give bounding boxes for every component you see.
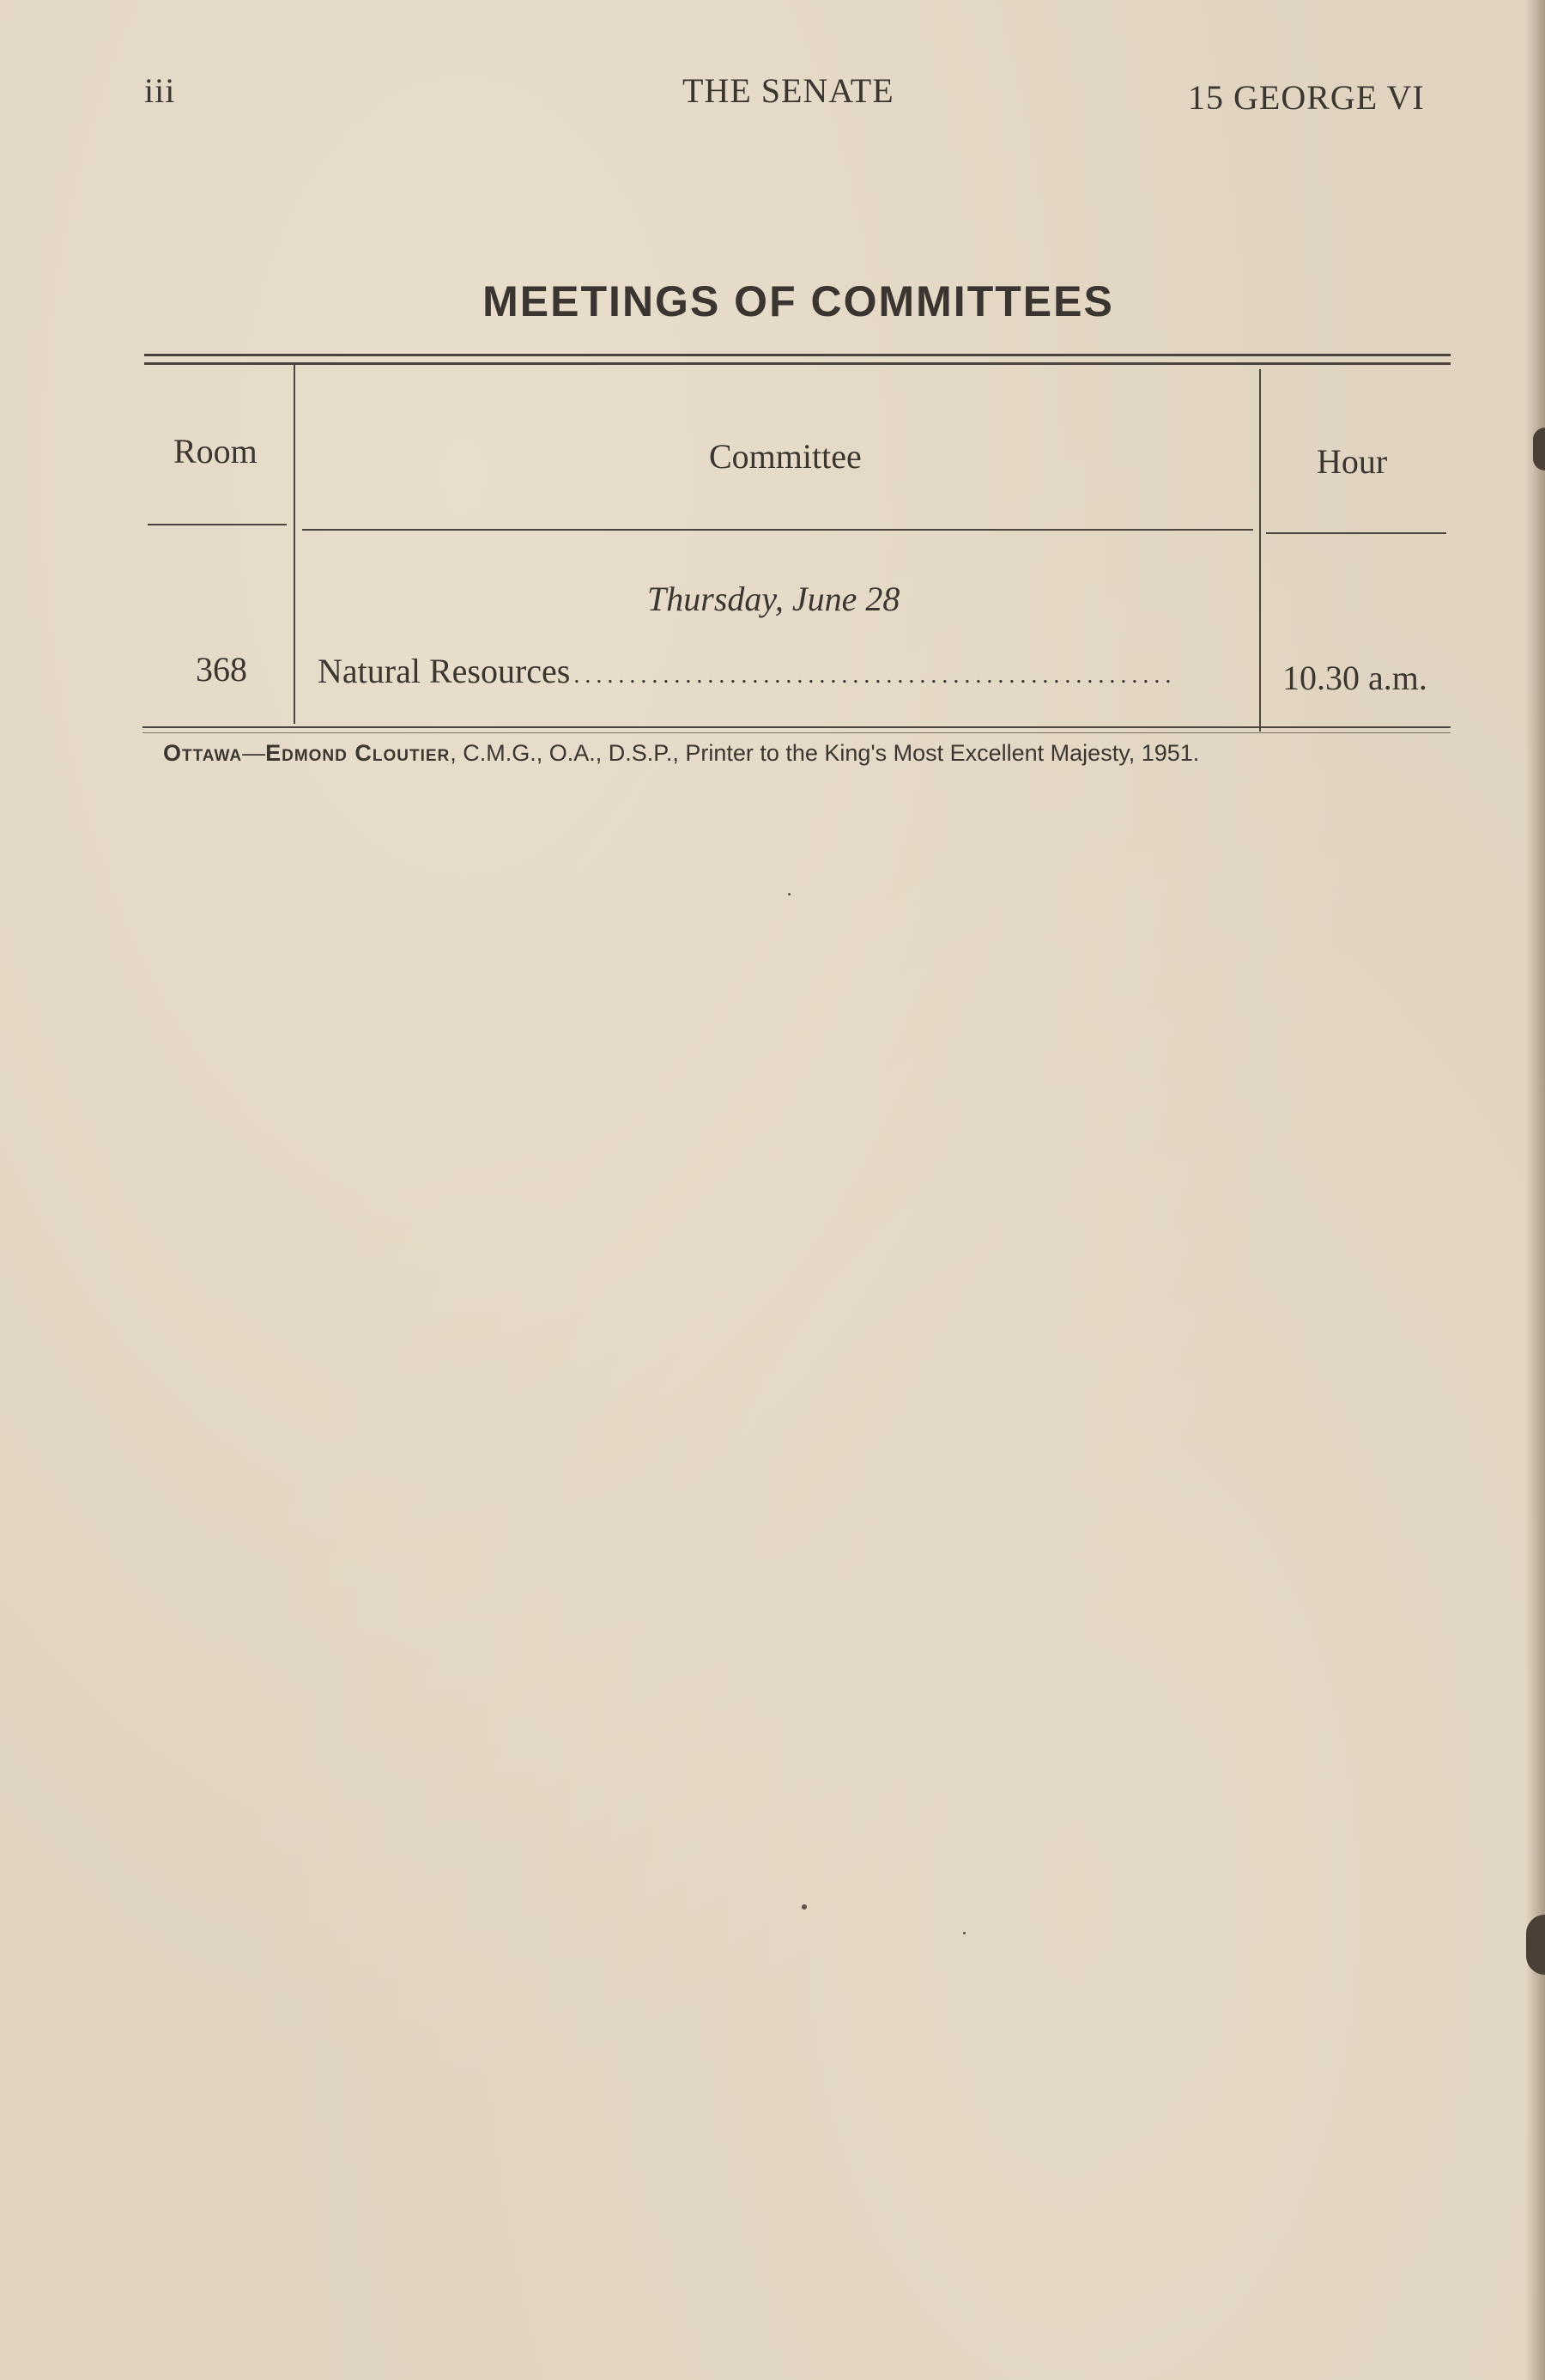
- binding-hole: [1526, 1915, 1545, 1975]
- table-bottom-rule-second: [142, 732, 1451, 733]
- column-header-room: Room: [173, 432, 258, 471]
- binding-hole: [1533, 428, 1545, 471]
- header-rule-committee: [302, 529, 1253, 531]
- column-divider-hour: [1259, 369, 1261, 732]
- table-row-hour: 10.30 a.m.: [1282, 659, 1427, 697]
- paper-speck: [788, 893, 791, 896]
- committee-name: Natural Resources: [318, 652, 571, 690]
- dot-leader: ......................................................: [573, 662, 1177, 689]
- table-top-rule: [144, 354, 1451, 356]
- printer-imprint: Ottawa—Edmond Cloutier, C.M.G., O.A., D.S.P., Printer to the King's Most Excellent Majesty, 1951.: [163, 740, 1200, 766]
- header-rule-hour: [1266, 532, 1446, 534]
- running-head-regnal-year: 15 GEORGE VI: [1188, 78, 1425, 117]
- table-top-rule-second: [144, 362, 1451, 365]
- column-header-hour: Hour: [1317, 442, 1388, 481]
- table-row-room: 368: [196, 650, 247, 689]
- header-rule-room: [148, 524, 287, 525]
- page-number: iii: [144, 71, 176, 110]
- meeting-day: Thursday, June 28: [647, 580, 900, 618]
- page-title: MEETINGS OF COMMITTEES: [482, 277, 1114, 325]
- page-edge-shadow: [1526, 0, 1545, 2380]
- table-bottom-rule: [142, 726, 1451, 728]
- paper-speck: [963, 1932, 966, 1934]
- column-divider-room: [294, 365, 295, 724]
- paper-speck: [802, 1904, 807, 1909]
- imprint-printer: Edmond Cloutier: [265, 740, 451, 766]
- imprint-place: Ottawa: [163, 740, 243, 766]
- running-head-title: THE SENATE: [682, 71, 894, 110]
- column-header-committee: Committee: [709, 437, 862, 476]
- imprint-details: , C.M.G., O.A., D.S.P., Printer to the King's Most Excellent Majesty, 1951.: [450, 740, 1200, 766]
- table-row-committee: [318, 651, 1253, 691]
